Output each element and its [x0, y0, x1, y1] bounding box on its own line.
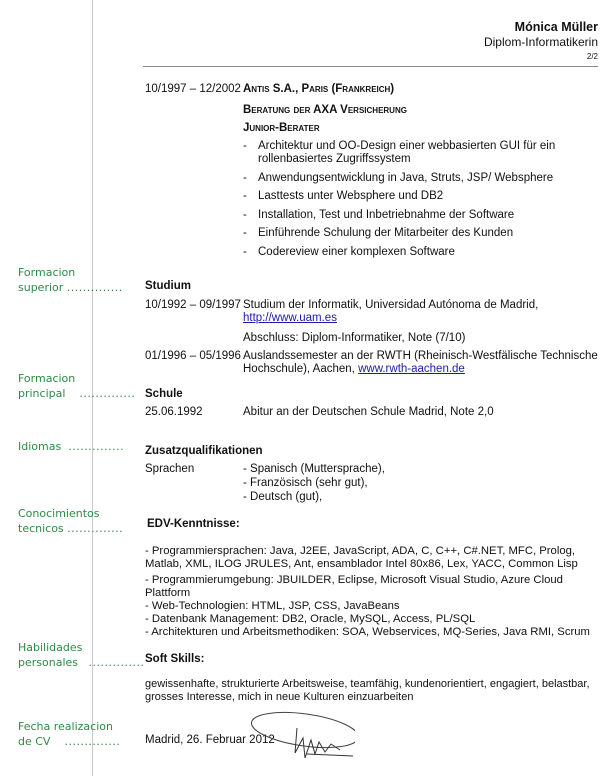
- leader-dots: ..............: [68, 440, 125, 453]
- header-divider: [143, 66, 598, 67]
- exchange-text-line2: [243, 363, 465, 375]
- experience-role: Junior-Berater: [243, 122, 320, 134]
- sidebar-label-fecha-cv: [18, 719, 120, 749]
- sidebar-label-line: Formacion: [18, 266, 76, 279]
- task-item: [243, 140, 573, 166]
- schule-heading: Schule: [145, 388, 183, 400]
- leader-dots: ..............: [88, 656, 145, 669]
- task-text: Einführende Schulung der Mitarbeiter des Kunden: [258, 227, 514, 239]
- task-text: Architektur und OO-Design einer webbasierten GUI für ein rollenbasiertes Zugriffssystem: [258, 140, 556, 165]
- task-item: [243, 209, 573, 222]
- bullet-dash: -: [243, 245, 247, 258]
- sidebar-label-habilidades-personales: [18, 640, 144, 670]
- sidebar-label-line: Fecha realizacion: [18, 720, 113, 733]
- language-item: - Französisch (sehr gut),: [243, 477, 368, 489]
- author-title: Diplom-Informatikerin: [483, 35, 598, 49]
- edv-item: - Web-Technologien: HTML, JSP, CSS, JavaBeans: [145, 600, 400, 612]
- sidebar-label-line: Formacion: [18, 372, 76, 385]
- edv-list: [145, 545, 600, 639]
- exchange-text: Auslandssemester an der RWTH (Rheinisch-Westfälische Technische: [243, 350, 598, 362]
- softskills-text: gewissenhafte, strukturierte Arbeitsweise, teamfähig, kundenorientiert, engagiert, belastbar, grosses Interesse, mich in neue Kulturen einzuarbeiten: [145, 678, 590, 703]
- sidebar-label-line: Habilidades: [18, 641, 83, 654]
- sidebar-label-line: personales: [18, 656, 79, 669]
- sidebar-label-idiomas: [18, 439, 124, 454]
- leader-dots: ..............: [79, 387, 136, 400]
- exchange-period: 01/1996 – 05/1996: [145, 350, 241, 362]
- edv-item: - Architekturen und Arbeitsmethodiken: SOA, Webservices, MQ-Series, Java RMI, Scrum: [145, 626, 590, 638]
- sidebar-label-line: de CV: [18, 735, 51, 748]
- sidebar-label-formacion-principal: [18, 371, 135, 401]
- studium-text: Studium der Informatik, Universidad Autónoma de Madrid,: [243, 299, 539, 311]
- sidebar-label-formacion-superior: [18, 265, 123, 295]
- edv-item: - Datenbank Management: DB2, Oracle, MySQL, Access, PL/SQL: [145, 613, 476, 625]
- experience-project: Beratung der AXA Versicherung: [243, 104, 407, 116]
- author-name: Mónica Müller: [514, 20, 598, 34]
- task-text: Installation, Test und Inbetriebnahme der Software: [258, 208, 515, 221]
- schule-text: Abitur an der Deutschen Schule Madrid, Note 2,0: [243, 406, 494, 418]
- leader-dots: ..............: [66, 281, 123, 294]
- studium-period: 10/1992 – 09/1997: [145, 299, 241, 311]
- uam-link[interactable]: http://www.uam.es: [243, 312, 337, 324]
- experience-task-list: [243, 140, 573, 264]
- bullet-dash: -: [243, 140, 247, 152]
- leader-dots: ..............: [67, 522, 124, 535]
- sidebar-label-line: Conocimientos: [18, 507, 100, 520]
- experience-company: Antis S.A., Paris (Frankreich): [243, 83, 395, 95]
- sidebar-label-line: principal: [18, 387, 66, 400]
- softskills-heading: Soft Skills:: [145, 653, 205, 665]
- task-text: Lasttests unter Websphere und DB2: [258, 190, 444, 202]
- exchange-text-cont: Hochschule), Aachen,: [243, 363, 359, 375]
- sidebar-label-conocimientos-tecnicos: [18, 506, 123, 536]
- rwth-link[interactable]: www.rwth-aachen.de: [358, 363, 465, 375]
- task-text: Codereview einer komplexen Software: [258, 245, 455, 258]
- signature-icon: [245, 708, 355, 768]
- language-item: - Spanisch (Muttersprache),: [243, 463, 385, 475]
- page-number: 2/2: [586, 52, 598, 61]
- zusatz-heading: Zusatzqualifikationen: [145, 445, 263, 457]
- place-date: Madrid, 26. Februar 2012: [145, 734, 275, 746]
- edv-heading: EDV-Kenntnisse:: [147, 518, 240, 530]
- sidebar-label-line: tecnicos: [18, 522, 64, 535]
- schule-date: 25.06.1992: [145, 406, 203, 418]
- leader-dots: ..............: [64, 735, 121, 748]
- languages-label: Sprachen: [145, 463, 195, 475]
- language-item: - Deutsch (gut),: [243, 491, 323, 503]
- task-text: Anwendungsentwicklung in Java, Struts, JSP/ Websphere: [258, 171, 554, 184]
- bullet-dash: -: [243, 171, 247, 184]
- edv-item: - Programmiersprachen: Java, J2EE, JavaScript, ADA, C, C++, C#.NET, MFC, Prolog, Matlab, XML, ILOG JRULES, Ant, ensamblador Intel 80x86, Lex, YACC, Common Lisp: [145, 545, 578, 570]
- bullet-dash: -: [243, 208, 247, 221]
- task-item: [243, 190, 573, 203]
- sidebar-label-line: Idiomas: [18, 440, 62, 453]
- bullet-dash: -: [243, 227, 247, 239]
- task-item: [243, 227, 573, 240]
- bullet-dash: -: [243, 190, 247, 202]
- edv-item: - Programmierumgebung: JBUILDER, Eclipse, Microsoft Visual Studio, Azure Cloud Plattform: [145, 574, 563, 599]
- task-item: [243, 246, 573, 259]
- studium-heading: Studium: [145, 280, 191, 292]
- sidebar-label-line: superior: [18, 281, 64, 294]
- task-item: [243, 172, 573, 185]
- experience-period: 10/1997 – 12/2002: [145, 83, 241, 95]
- studium-note: Abschluss: Diplom-Informatiker, Note (7/10): [243, 332, 466, 344]
